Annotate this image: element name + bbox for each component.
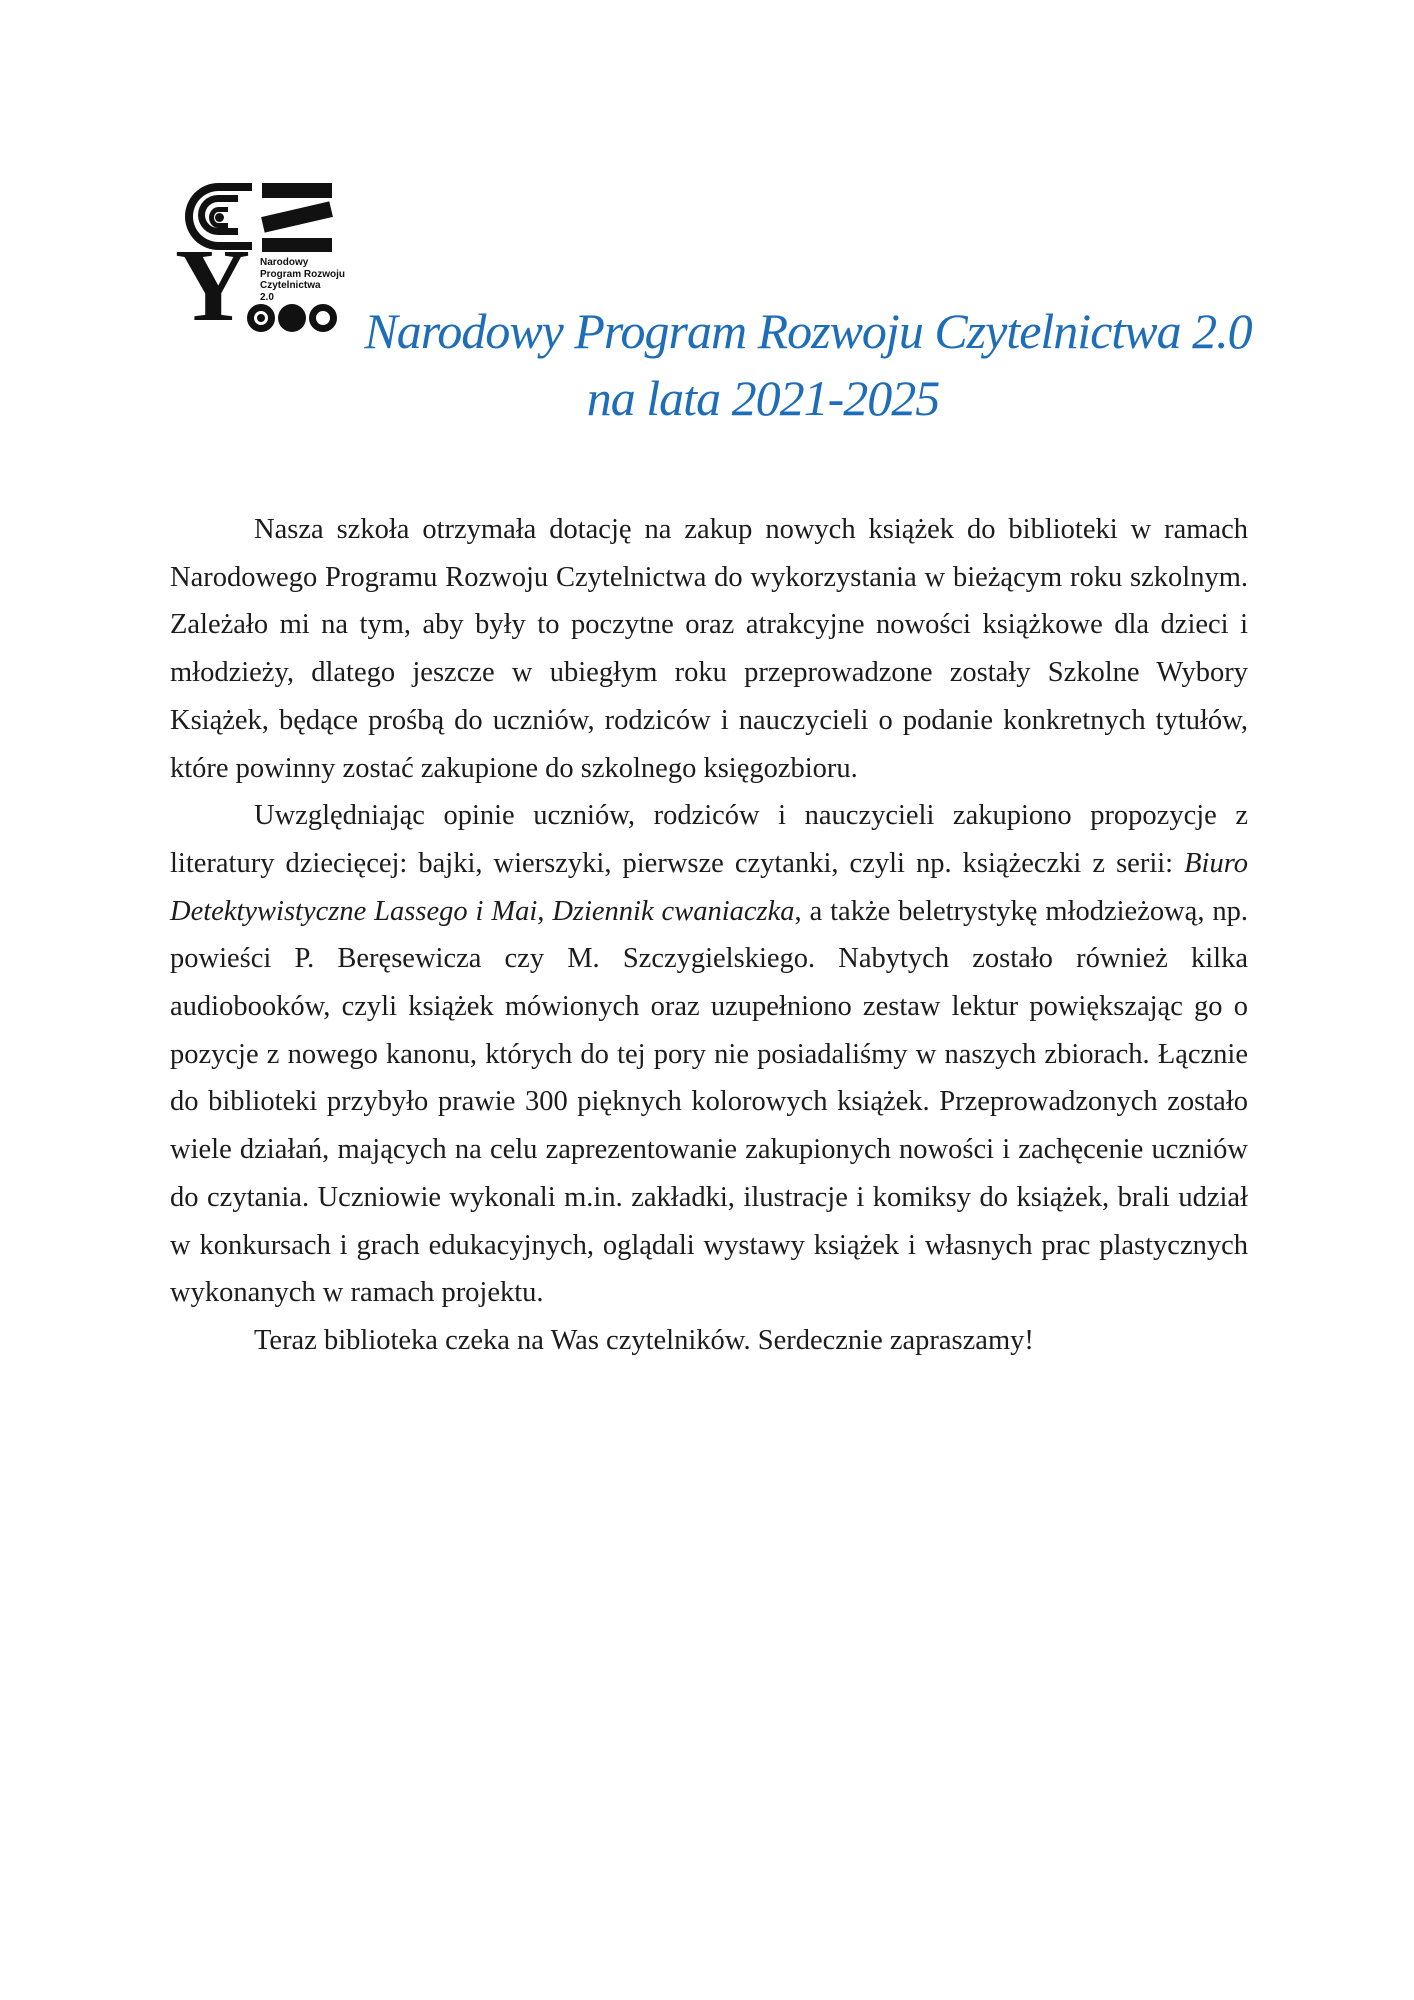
- document-body: [170, 506, 1248, 1365]
- logo-caption-line: Czytelnictwa: [260, 280, 321, 291]
- logo-z-middle-bar-icon: [261, 201, 333, 232]
- paragraph-3: [170, 1317, 1248, 1365]
- title-line-2: na lata 2021-2025: [586, 370, 940, 426]
- document-title: [350, 298, 1266, 432]
- logo-caption-line: 2.0: [260, 291, 274, 303]
- logo-c-center-dot-icon: [215, 213, 224, 222]
- paragraph-2: [170, 792, 1248, 1317]
- paragraph-3-text: Teraz biblioteka czeka na Was czytelników. Serdecznie zapraszamy!: [254, 1324, 1034, 1356]
- logo-caption-line: Program Rozwoju: [260, 268, 346, 280]
- logo-dot-filled-icon: [278, 304, 306, 332]
- paragraph-2-text-after: , a także beletrystykę młodzieżową, np. powieści P. Beręsewicza czy M. Szczygielskiego. Nabytych zostało również kilka audiobooków, czyli książek mówionych oraz uzupełniono zestaw lektur powiększając go o pozycje z nowego kanonu, których do tej pory nie posiadaliśmy w naszych zbiorach. Łącznie do biblioteki przybyło prawie 300 pięknych kolorowych książek. Przeprowadzonych zostało wiele działań, mających na celu zaprezentowanie zakupionych nowości i zachęcenie uczniów do czytania. Uczniowie wykonali m.in. zakładki, ilustracje i komiksy do książek, brali udział w konkursach i grach edukacyjnych, oglądali wystawy książek i własnych prac plastycznych wykonanych w ramach projektu.: [170, 895, 1248, 1309]
- logo-caption-line: Narodowy: [260, 257, 309, 268]
- logo-z-top-bar-icon: [262, 183, 332, 198]
- paragraph-2-book-titles: Biuro Detektywistyczne Lassego i Mai, Dziennik cwaniaczka: [170, 847, 1248, 927]
- paragraph-1-text: Nasza szkoła otrzymała dotację na zakup nowych książek do biblioteki w ramach Narodowego Programu Rozwoju Czytelnictwa do wykorzystania w bieżącym roku szkolnym. Zależało mi na tym, aby były to poczytne oraz atrakcyjne nowości książkowe dla dzieci i młodzieży, dlatego jeszcze w ubiegłym roku przeprowadzone zostały Szkolne Wybory Książek, będące prośbą do uczniów, rodziców i nauczycieli o podanie konkretnych tytułów, które powinny zostać zakupione do szkolnego księgozbioru.: [170, 514, 1248, 784]
- nprc-logo: [175, 183, 346, 343]
- logo-dots-icon: [247, 304, 338, 332]
- logo-caption: [260, 257, 345, 303]
- logo-dot-ring-icon: [309, 304, 337, 332]
- title-line-1: Narodowy Program Rozwoju Czytelnictwa 2.0: [364, 303, 1252, 359]
- logo-dot-ring-with-dot-icon: [247, 304, 275, 332]
- logo-letter-y: Y: [175, 228, 251, 343]
- paragraph-2-text-before: Uwzględniając opinie uczniów, rodziców i nauczycieli zakupiono propozycje z literatury dziecięcej: bajki, wierszyki, pierwsze czytanki, czyli np. książeczki z serii:: [170, 800, 1248, 879]
- logo-dot-core-icon: [257, 314, 265, 322]
- logo-letter-z-icon: [262, 183, 332, 252]
- paragraph-1: [170, 506, 1248, 792]
- logo-z-bottom-bar-icon: [262, 238, 332, 252]
